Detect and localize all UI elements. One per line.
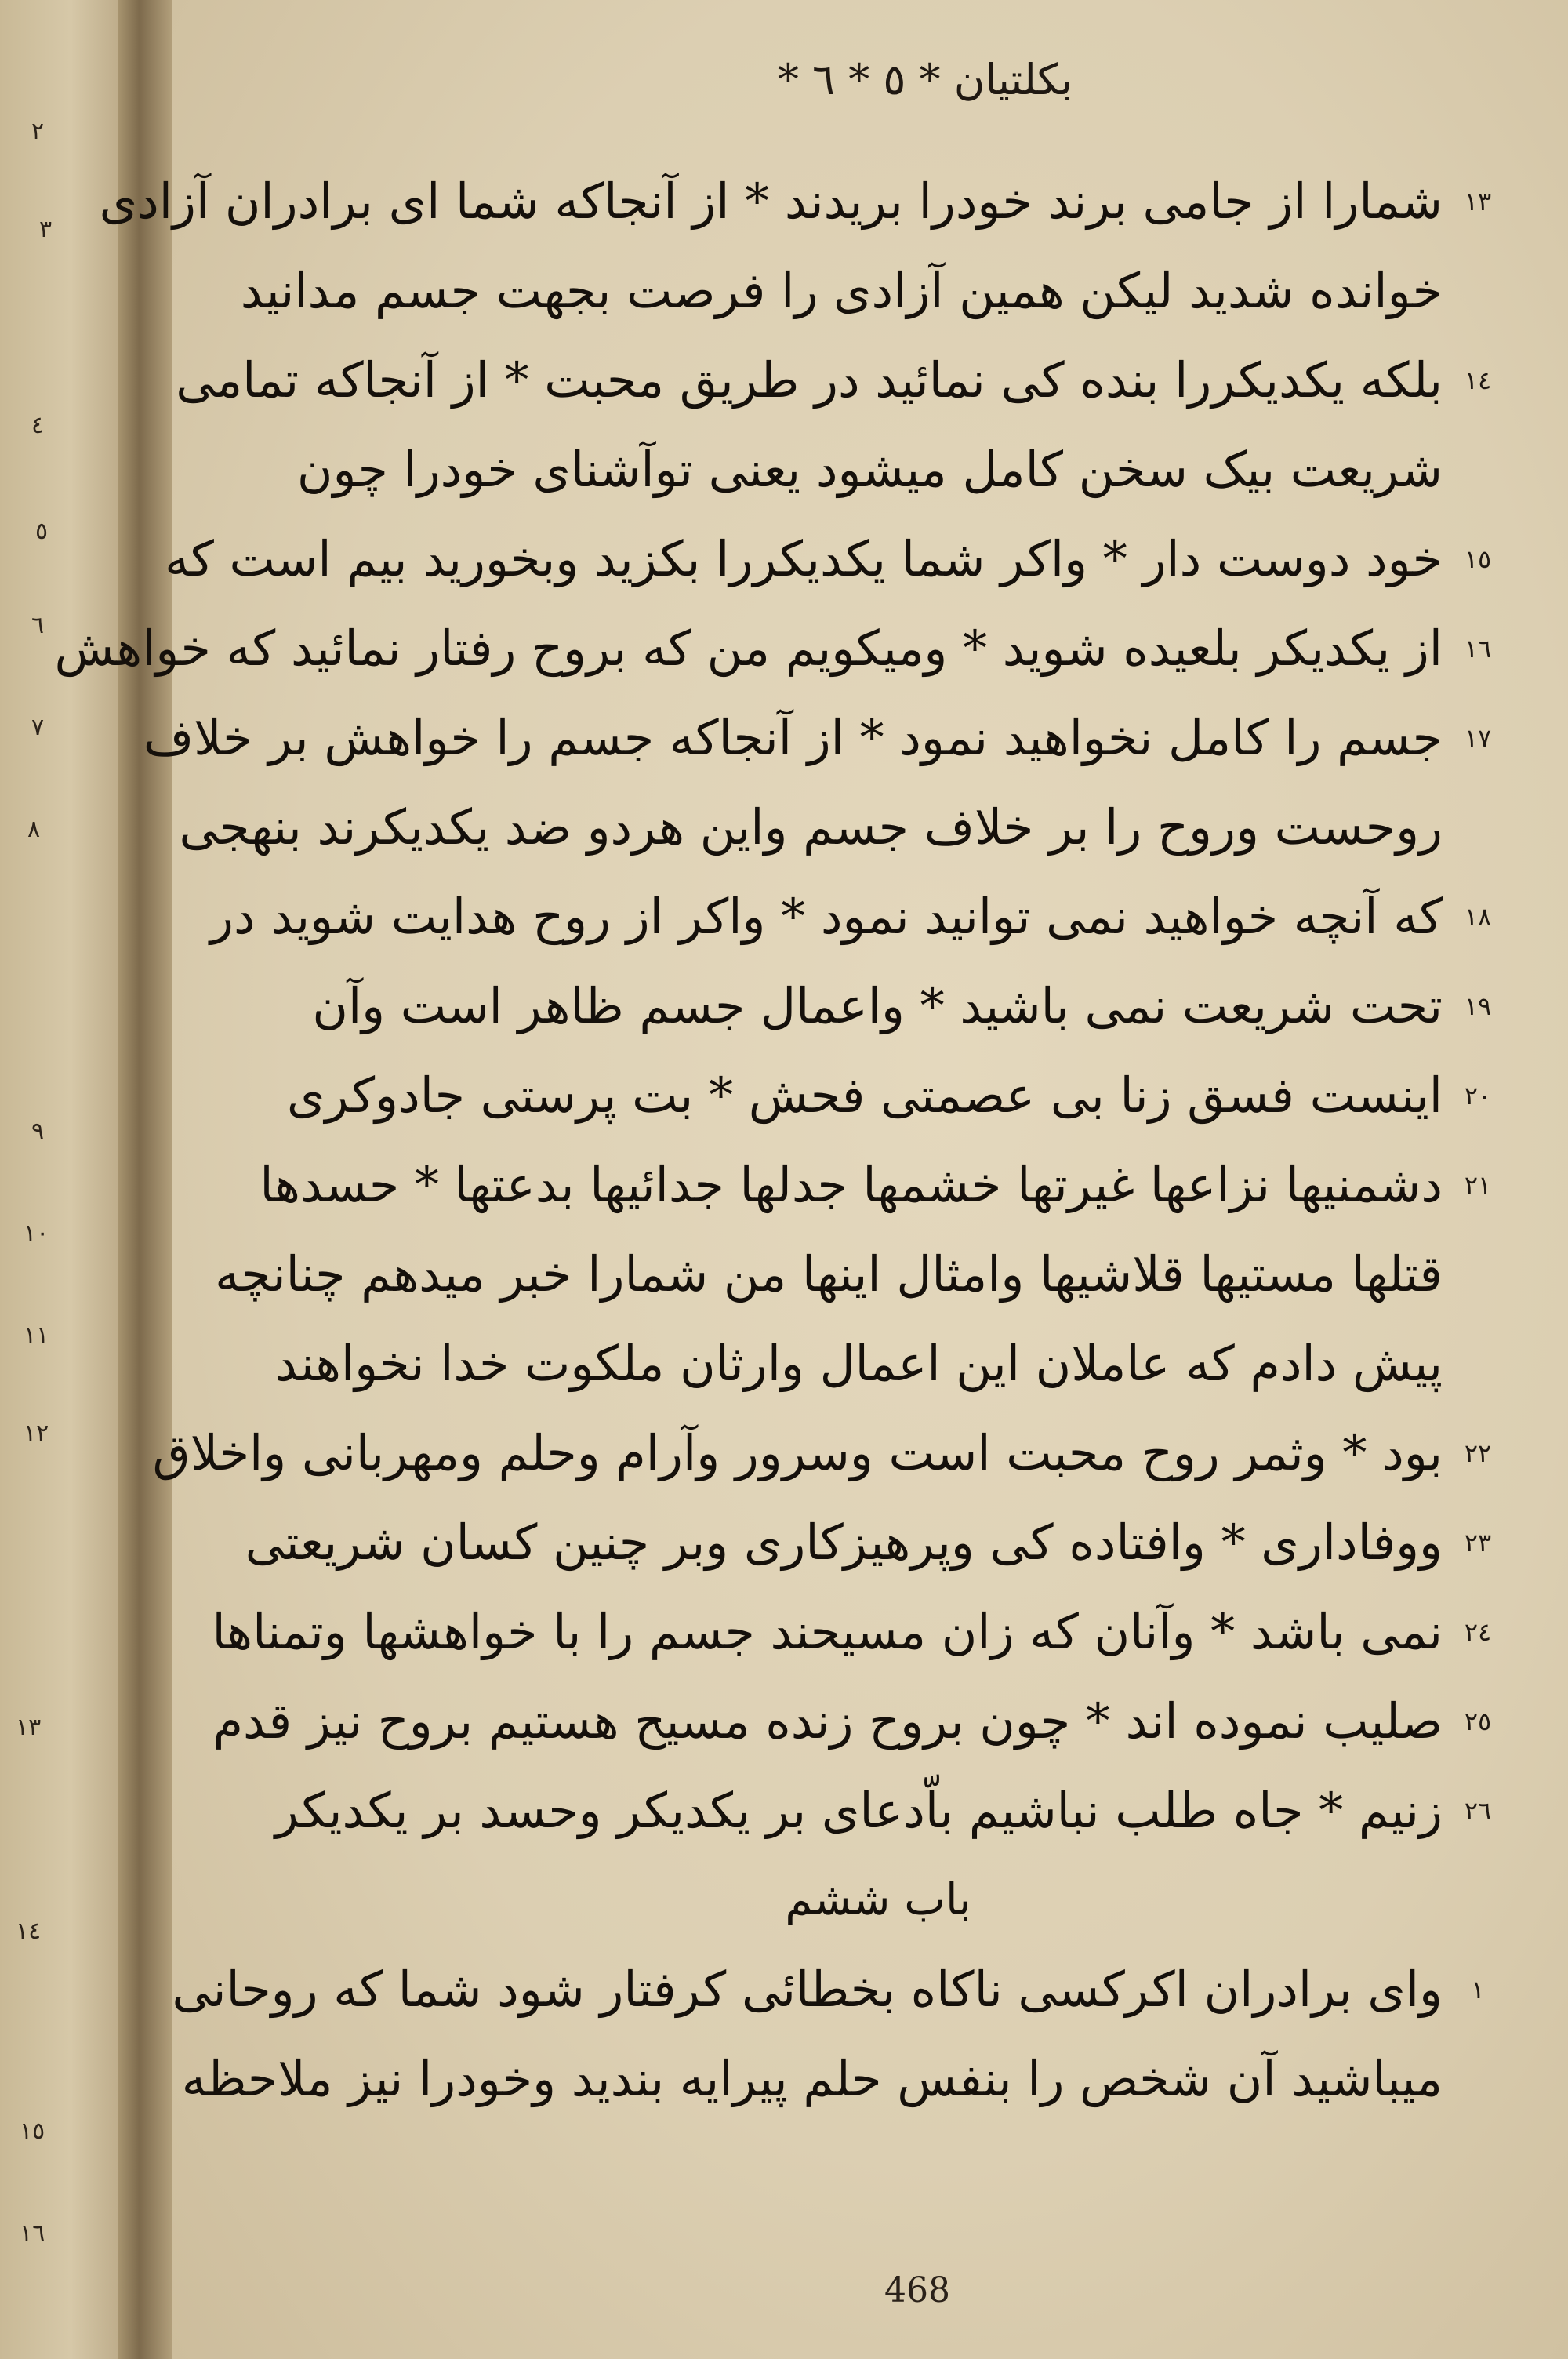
verse-number: ١٩ [1464, 991, 1492, 1021]
line-text: میباشید آن شخص را بنفس حلم پیرایه بندید وخودرا نیز ملاحظه [181, 2050, 1443, 2107]
line-text: دشمنیها نزاعها غیرتها خشمها جدلها جدائیها بدعتها * حسدها [260, 1156, 1443, 1213]
margin-number: ٤ [31, 412, 45, 439]
verse-number: ٢٣ [1464, 1528, 1492, 1558]
margin-number: ١٣ [16, 1714, 42, 1741]
line-text: جسم را کامل نخواهید نمود * از آنجاکه جسم را خواهش بر خلاف [143, 709, 1443, 766]
text-line [210, 872, 1513, 961]
text-line [99, 157, 1513, 246]
text-line [176, 336, 1513, 425]
verse-number: ٢٢ [1464, 1438, 1492, 1468]
text-line [181, 2034, 1513, 2124]
margin-number: ٧ [31, 714, 45, 741]
line-text: ووفاداری * وافتاده کی وپرهیزکاری وبر چنین کسان شریعتی [245, 1514, 1443, 1571]
text-line [245, 1498, 1513, 1587]
margin-number: ١٠ [24, 1219, 49, 1247]
text-line [274, 1766, 1513, 1856]
line-text: وای برادران اکرکسی ناکاه بخطائی کرفتار شود شما که روحانی [172, 1961, 1443, 2018]
line-text: روحست وروح را بر خلاف جسم واین هردو ضد یکدیکرند بنهجی [179, 798, 1443, 856]
verse-number: ١٣ [1464, 187, 1492, 216]
verse-number: ٢٤ [1464, 1617, 1492, 1647]
chapter-title: باب ششم [785, 1874, 971, 1925]
running-header: بکلتیان * ٥ * ٦ * [777, 55, 1073, 104]
line-text: از یکدیکر بلعیده شوید * ومیکویم من که بروح رفتار نمائید که خواهش [54, 620, 1443, 677]
margin-number: ١٢ [24, 1419, 49, 1447]
margin-number: ١٤ [16, 1917, 42, 1945]
text-line [286, 1051, 1513, 1140]
margin-number: ٩ [31, 1118, 45, 1145]
text-line [296, 425, 1513, 514]
text-line [172, 1945, 1513, 2034]
verse-number: ٢٠ [1464, 1081, 1492, 1110]
verse-number: ١٦ [1464, 634, 1492, 663]
line-text: بلکه یکدیکررا بنده کی نمائید در طریق محبت * از آنجاکه تمامی [176, 351, 1443, 409]
line-text: پیش دادم که عاملان این اعمال وارثان ملکوت خدا نخواهند [275, 1335, 1443, 1392]
line-text: شریعت بیک سخن کامل میشود یعنی توآشنای خودرا چون [296, 441, 1443, 498]
line-text: بود * وثمر روح محبت است وسرور وآرام وحلم ومهربانی واخلاق [152, 1424, 1443, 1481]
verse-number: ١٥ [1464, 544, 1492, 574]
line-text: اینست فسق زنا بی عصمتی فحش * بت پرستی جادوکری [286, 1067, 1443, 1124]
line-text: قتلها مستیها قلاشیها وامثال اینها من شمارا خبر میدهم چنانچه [215, 1245, 1443, 1303]
margin-number: ٣ [39, 216, 53, 243]
line-text: خوانده شدید لیکن همین آزادی را فرصت بجهت جسم مدانید [240, 262, 1443, 319]
text-line [143, 693, 1513, 783]
verse-number: ١٧ [1464, 723, 1492, 753]
text-line [212, 1587, 1513, 1677]
text-line [240, 246, 1513, 336]
margin-number: ٨ [27, 816, 41, 843]
margin-number: ٦ [31, 612, 45, 639]
line-text: صلیب نموده اند * چون بروح زنده مسیح هستیم بروح نیز قدم [212, 1692, 1443, 1750]
page-number: 468 [884, 2270, 950, 2310]
verse-number: ١٤ [1464, 365, 1492, 395]
margin-number: ٥ [35, 518, 49, 545]
text-line [260, 1140, 1513, 1230]
line-text: که آنچه خواهید نمی توانید نمود * واکر از روح هدایت شوید در [210, 888, 1443, 945]
text-line [179, 783, 1513, 872]
text-line [275, 1319, 1513, 1408]
line-text: شمارا از جامی برند خودرا بریدند * از آنجاکه شما ای برادران آزادی [99, 173, 1443, 230]
verse-number: ١٨ [1464, 902, 1492, 932]
text-line [165, 514, 1513, 604]
text-line [314, 961, 1513, 1051]
margin-number: ١١ [24, 1321, 49, 1349]
margin-number: ١٥ [20, 2117, 45, 2145]
margin-number: ٢ [31, 118, 45, 145]
text-line [152, 1408, 1513, 1498]
verse-number: ١ [1471, 1975, 1485, 2005]
margin-number: ١٦ [20, 2219, 45, 2247]
chapter-heading [314, 1856, 1513, 1945]
book-gutter [118, 0, 172, 2359]
verse-text-block [54, 157, 1513, 2212]
line-text: نمی باشد * وآنان که زان مسیحند جسم را با خواهشها وتمناها [212, 1603, 1443, 1660]
line-text: خود دوست دار * واکر شما یکدیکررا بکزید وبخورید بیم است که [165, 530, 1443, 587]
line-text: زنیم * جاه طلب نباشیم باّدعای بر یکدیکر وحسد بر یکدیکر [274, 1782, 1443, 1839]
verse-number: ٢٦ [1464, 1796, 1492, 1826]
line-text: تحت شریعت نمی باشید * واعمال جسم ظاهر است وآن [312, 977, 1443, 1034]
text-line [212, 1677, 1513, 1766]
verse-number: ٢١ [1464, 1170, 1492, 1200]
verse-number: ٢٥ [1464, 1707, 1492, 1736]
text-line [215, 1230, 1513, 1319]
text-line [54, 604, 1513, 693]
left-page-edge [0, 0, 118, 2359]
